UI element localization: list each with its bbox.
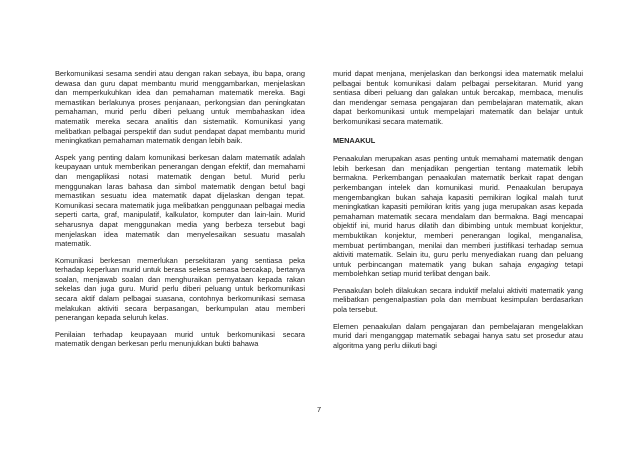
left-column <box>55 69 305 356</box>
paragraph <box>333 154 583 279</box>
paragraph-text: Penaakulan merupakan asas penting untuk memahami matematik dengan lebih berkesan dan menjadikan pengertian tentang matematik lebih bermakna. Perkembangan penaakulan matematik berkait rapat dengan perkembangan intelek dan komunikasi murid. Penaakulan berupaya mengembangkan bukan sahaja kapasiti pemikiran logikal malah turut meningkatkan kapasiti pemikiran kritis yang juga merupakan asas kepada pemahaman matematik secara mendalam dan bermakna. Bagi mencapai objektif ini, murid harus dilatih dan dibimbing untuk membuat konjektur, membuktikan konjektur, memberi penerangan logikal, menganalisa, membuat pertimbangan, menilai dan memberi justifikasi terhadap semua aktiviti matematik. Selain itu, guru perlu menyediakan ruang dan peluang untuk perbincangan matematik yang bukan sahaja <box>333 154 583 269</box>
right-column <box>333 69 583 357</box>
paragraph: Elemen penaakulan dalam pengajaran dan pembelajaran mengelakkan murid dari menganggap matematik sebagai hanya satu set prosedur atau algoritma yang perlu diikuti bagi <box>333 321 583 350</box>
paragraph: Berkomunikasi sesama sendiri atau dengan rakan sebaya, ibu bapa, orang dewasa dan guru dapat membantu murid menggambarkan, menjelaskan dan memperkukuhkan idea dan pemahaman matematik mereka. Bagi memastikan berlakunya proses penjanaan, perkongsian dan peningkatan pemahaman, murid perlu diberi peluang untuk membahaskan idea matematik mereka secara analitis dan sistematik. Komunikasi yang melibatkan pelbagai perspektif dan sudut pendapat dapat membantu murid meningkatkan pemahaman matematik dengan lebih baik. <box>55 69 305 146</box>
paragraph: Penaakulan boleh dilakukan secara induktif melalui aktiviti matematik yang melibatkan pengenalpastian pola dan membuat kesimpulan berdasarkan pola tersebut. <box>333 285 583 315</box>
paragraph: Penilaian terhadap keupayaan murid untuk berkomunikasi secara matematik dengan berkesan perlu menunjukkan bukti bahawa <box>55 329 305 349</box>
emphasis-text: engaging <box>527 259 559 269</box>
page-number: 7 <box>316 405 322 414</box>
paragraph: murid dapat menjana, menjelaskan dan berkongsi idea matematik melalui pelbagai bentuk komunikasi dalam pelbagai persekitaran. Murid yang sentiasa diberi peluang dan galakan untuk bercakap, membaca, menulis dan mendengar semasa pengajaran dan pembelajaran matematik, akan dapat berkomunikasi untuk mempelajari matematik dan belajar untuk berkomunikasi secara matematik. <box>333 69 583 126</box>
paragraph: Komunikasi berkesan memerlukan persekitaran yang sentiasa peka terhadap keperluan murid untuk berasa selesa semasa bercakap, bertanya soalan, menjawab soalan dan menghuraikan pernyataan kepada rakan sekelas dan juga guru. Murid perlu diberi peluang untuk berkomunikasi secara aktif dalam pelbagai suasana, contohnya berkomunikasi semasa melakukan aktiviti secara berpasangan, berkumpulan atau memberi penerangan kepada seluruh kelas. <box>55 255 305 323</box>
paragraph-text-tail: tetapi membolehkan setiap murid terlibat dengan baik. <box>333 259 583 279</box>
section-heading: MENAAKUL <box>333 135 376 145</box>
paragraph: Aspek yang penting dalam komunikasi berkesan dalam matematik adalah keupayaan untuk memberikan penerangan dengan efektif, dan memahami dan mengaplikasi notasi matematik dengan betul. Murid perlu menggunakan laras bahasa dan simbol matematik dengan betul bagi memastikan sesuatu idea matematik dapat dijelaskan dengan tepat. Komunikasi secara matematik juga melibatkan penggunaan pelbagai media seperti carta, graf, manipulatif, kalkulator, komputer dan lain-lain. Murid seharusnya dapat menggunakan media yang berbeza tersebut bagi menjelaskan idea matematik dan menyelesaikan sesuatu masalah matematik. <box>55 152 305 249</box>
